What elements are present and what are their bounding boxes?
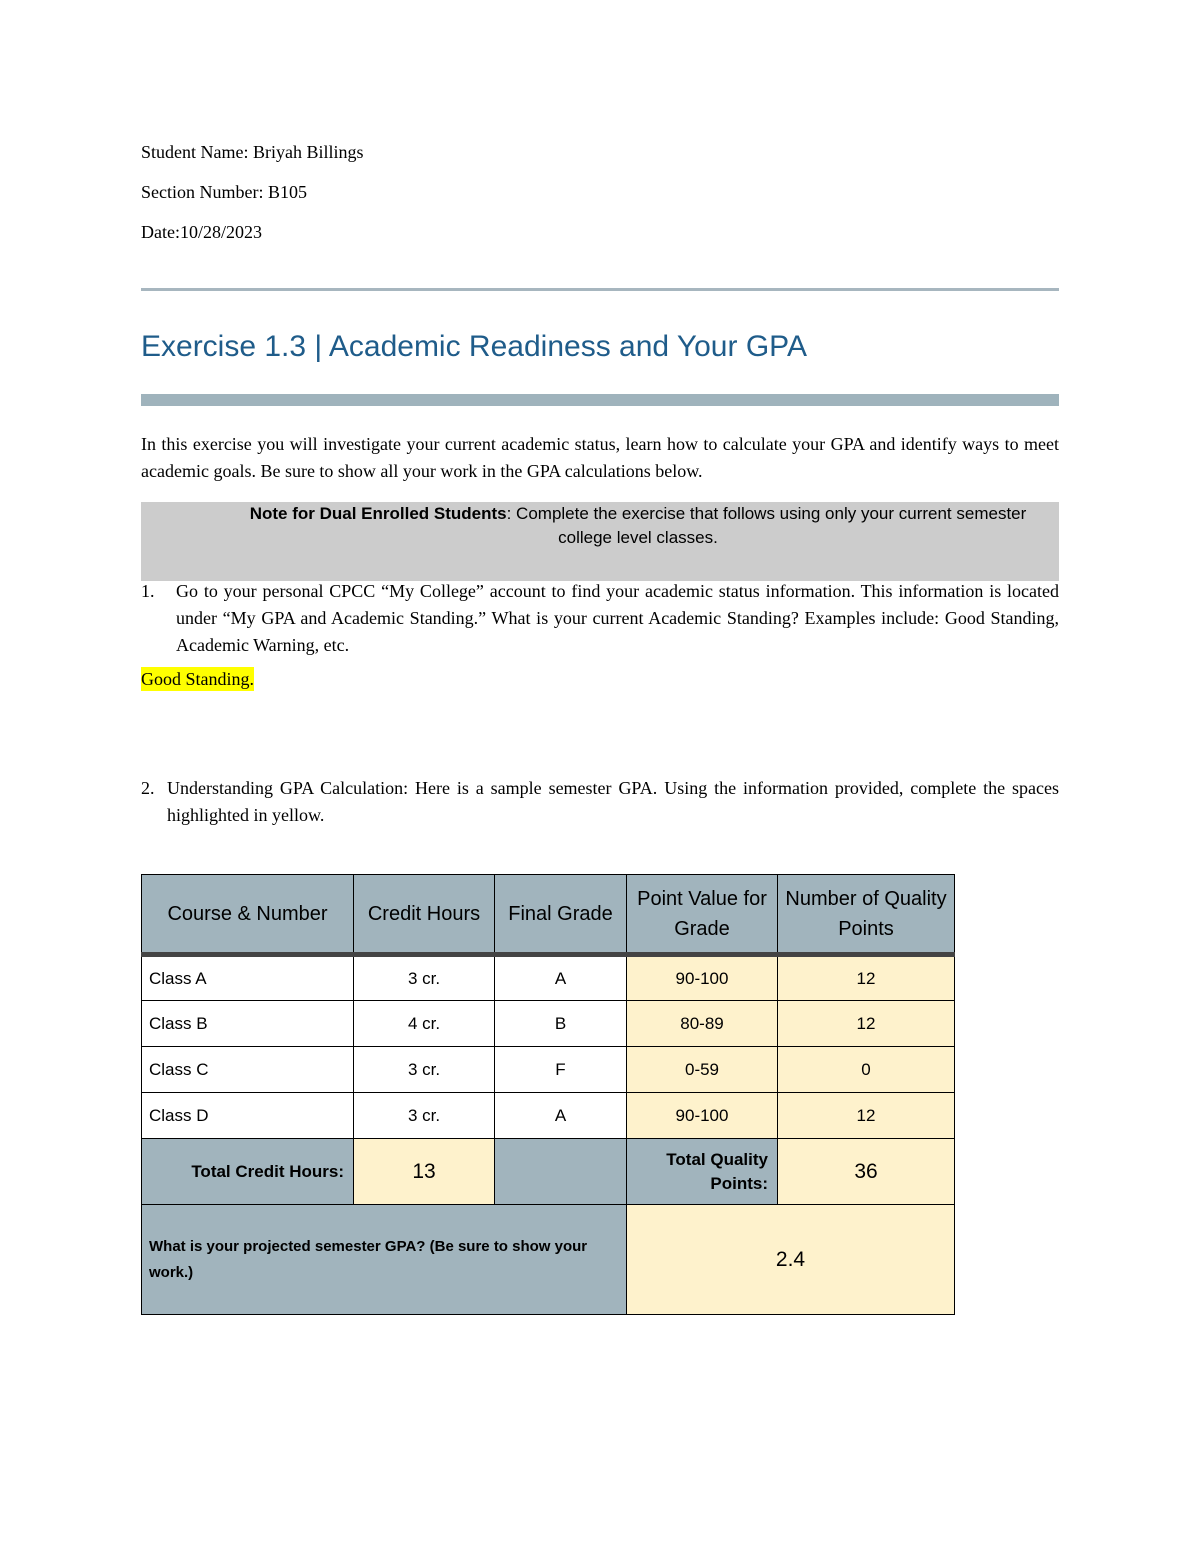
header-course: Course & Number — [142, 875, 354, 955]
total-quality-label: Total Quality Points: — [627, 1139, 778, 1205]
question-2-number: 2. — [141, 778, 155, 798]
point-value-cell[interactable]: 90-100 — [627, 1093, 778, 1139]
gpa-row — [142, 1205, 955, 1315]
header-point-value: Point Value for Grade — [627, 875, 778, 955]
quality-points-cell[interactable]: 12 — [778, 1093, 955, 1139]
table-row — [142, 1047, 955, 1093]
question-2-text: Understanding GPA Calculation: Here is a sample semester GPA. Using the information provided, complete the spaces highlighted in yellow. — [167, 778, 1059, 825]
credits-cell: 4 cr. — [354, 1001, 495, 1047]
grade-cell: A — [495, 1093, 627, 1139]
section-number: Section Number: B105 — [141, 182, 307, 202]
note-text: : Complete the exercise that follows using only your current semester college level classes. — [506, 504, 1027, 547]
total-credit-label: Total Credit Hours: — [142, 1139, 354, 1205]
gpa-table — [141, 874, 955, 1315]
question-1-number: 1. — [141, 581, 155, 601]
grade-cell: B — [495, 1001, 627, 1047]
table-row — [142, 1001, 955, 1047]
total-credit-value[interactable]: 13 — [354, 1139, 495, 1205]
title-divider — [141, 394, 1059, 406]
gpa-answer[interactable]: 2.4 — [627, 1205, 955, 1315]
point-value-cell[interactable]: 80-89 — [627, 1001, 778, 1047]
course-cell: Class D — [142, 1093, 354, 1139]
intro-paragraph: In this exercise you will investigate your current academic status, learn how to calculate your GPA and identify ways to meet academic goals. Be sure to show all your work in the GPA calculations below. — [141, 434, 1059, 481]
empty-cell — [495, 1139, 627, 1205]
table-row — [142, 955, 955, 1001]
date: Date:10/28/2023 — [141, 222, 262, 242]
course-cell: Class C — [142, 1047, 354, 1093]
header-final-grade: Final Grade — [495, 875, 627, 955]
student-name: Student Name: Briyah Billings — [141, 142, 364, 162]
academic-standing-answer: Good Standing. — [141, 669, 255, 689]
dual-enrollment-note — [141, 502, 1059, 581]
credits-cell: 3 cr. — [354, 1093, 495, 1139]
table-row — [142, 1093, 955, 1139]
note-label: Note for Dual Enrolled Students — [249, 504, 507, 523]
quality-points-cell[interactable]: 0 — [778, 1047, 955, 1093]
gpa-question: What is your projected semester GPA? (Be sure to show your work.) — [142, 1205, 627, 1315]
course-cell: Class A — [142, 955, 354, 1001]
table-header-row — [142, 875, 955, 955]
quality-points-cell[interactable]: 12 — [778, 955, 955, 1001]
header-credit-hours: Credit Hours — [354, 875, 495, 955]
credits-cell: 3 cr. — [354, 955, 495, 1001]
grade-cell: F — [495, 1047, 627, 1093]
totals-row — [142, 1139, 955, 1205]
page-title: Exercise 1.3 | Academic Readiness and Your GPA — [141, 330, 807, 363]
quality-points-cell[interactable]: 12 — [778, 1001, 955, 1047]
point-value-cell[interactable]: 0-59 — [627, 1047, 778, 1093]
total-quality-value[interactable]: 36 — [778, 1139, 955, 1205]
course-cell: Class B — [142, 1001, 354, 1047]
credits-cell: 3 cr. — [354, 1047, 495, 1093]
header-divider — [141, 288, 1059, 291]
header-quality-points: Number of Quality Points — [778, 875, 955, 955]
question-1-text: Go to your personal CPCC “My College” account to find your academic status information. This information is located under “My GPA and Academic Standing.” What is your current Academic Standing? Examples include: Good Standing, Academic Warning, etc. — [176, 581, 1059, 655]
grade-cell: A — [495, 955, 627, 1001]
point-value-cell[interactable]: 90-100 — [627, 955, 778, 1001]
